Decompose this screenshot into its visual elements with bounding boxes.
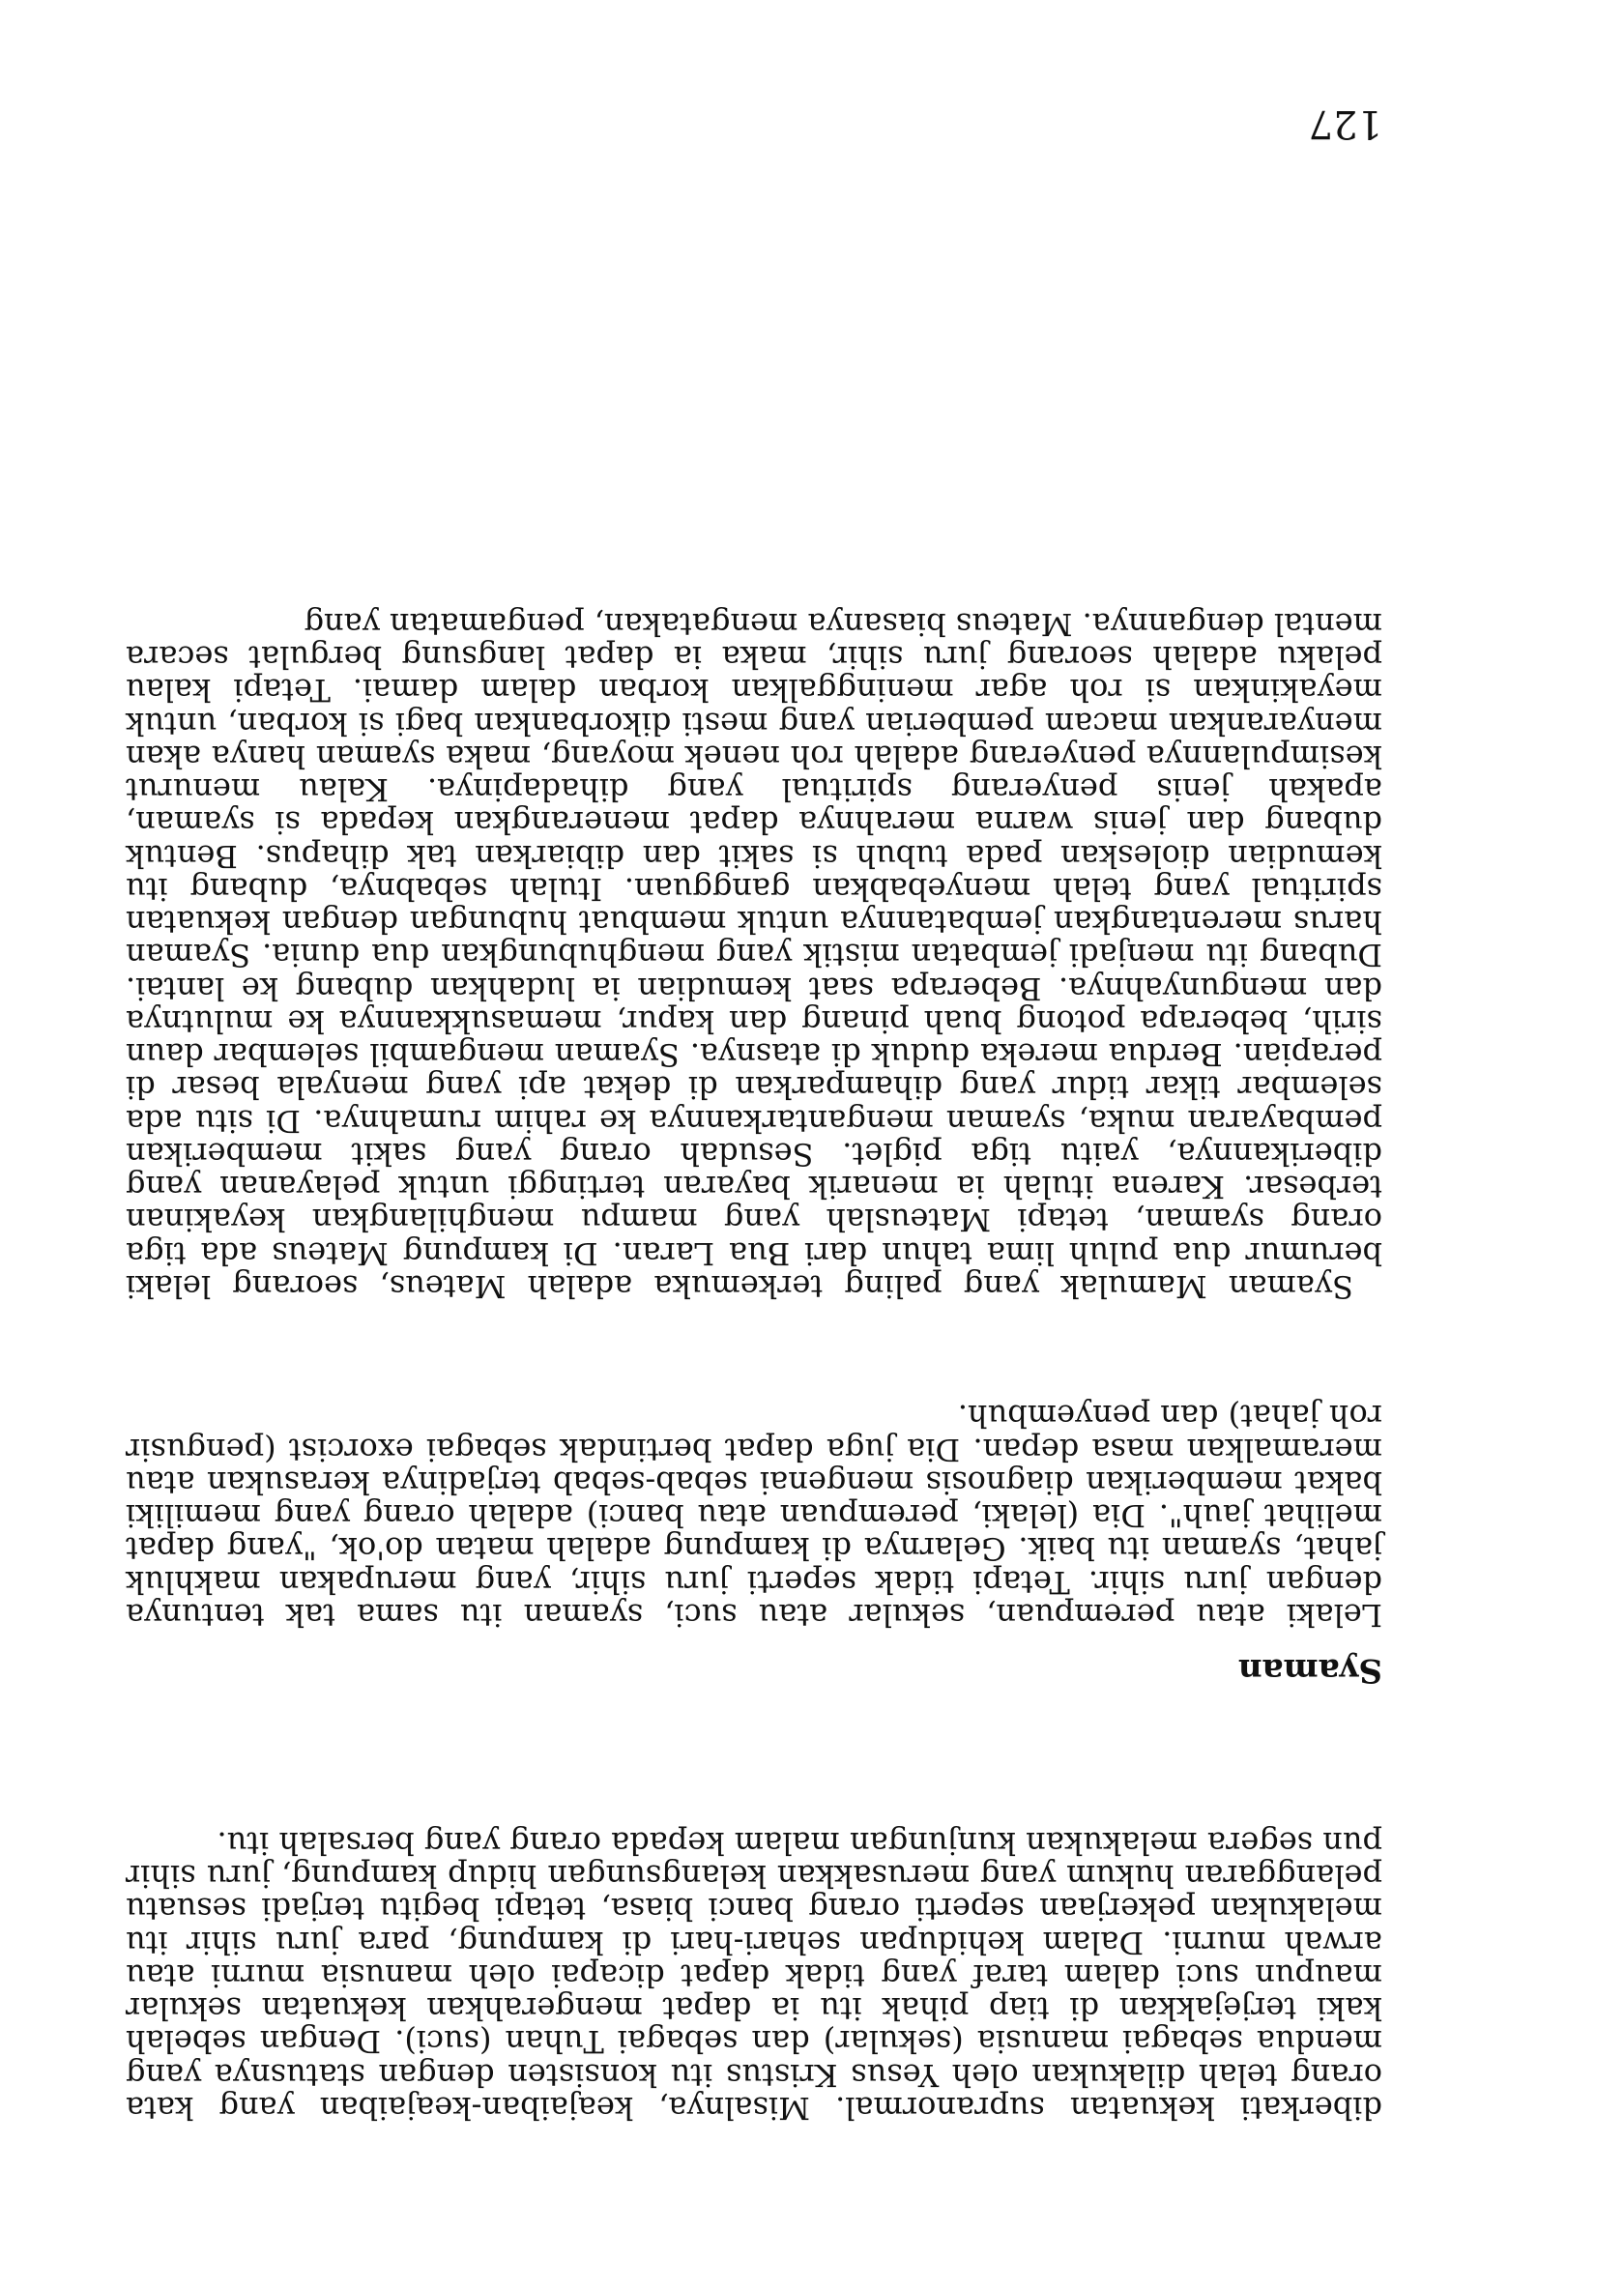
paragraph-mateus [126,608,1382,1303]
paragraph-text: diberkati kekuatan supranormal. Misalnya, keajaiban-keajaiban yang kata orang telah dilakukan oleh Yesus Kristus itu konsisten dengan statusnya yang mendua sebagai manusia (sekular) dan sebagai Tuhan (suci). Dengan sebelah kaki terjejakkan di tiap pihak itu ia dapat mengerahkan kekuatan sekular maupun suci dalam taraf yang tidak dapat dicapai oleh manusia murni atau arwah murni. Dalam kehidupan sehari-hari di kampung, para juru sihir itu melakukan pekerjaan seperti orang banci biasa, tetapi begitu terjadi sesuatu pelanggaran hukum yang merusakkan kelangsungan hidup kampung, juru sihir pun segera melakukan kunjungan malam kepada orang yang bersalah itu. [126,1825,1382,2127]
section-heading: Syaman [1237,1651,1382,1690]
paragraph-text: Syaman Mamulak yang paling terkemuka adalah Mateus, seorang lelaki berumur dua puluh lima tahun dari Bua Laran. Di kampung Mateus ada tiga orang syaman, tetapi Mateuslah yang mampu menghilangkan keyakinan terbesar. Karena itulah ia menarik bayaran tertinggi untuk pelayanan yang diberikannya, yaitu tiga piglet. Sesudah orang yang sakit memberikan pembayaran muka, syaman mengantarkannya ke rahim rumahnya. Di situ ada selembar tikar tidur yang dihamparkan di dekat api yang menyala besar di perapian. Berdua mereka duduk di atasnya. Syaman mengambil selembar daun sirih, beberapa potong buah pinang dan kapur, memasukkannya ke mulutnya dan mengunyahnya. Beberapa saat kemudian ia ludahkan dubang ke lantai. Dubang itu menjadi jembatan mistik yang menghubungkan dua dunia. Syaman harus merentangkan jembatannya untuk membuat hubungan dengan kekuatan spiritual yang telah menyebabkan gangguan. Itulah sebabnya, dubang itu kemudian dioleskan pada tubuh si sakit dan dibiarkan tak dihapus. Bentuk dubang dan jenis warna merahnya dapat menerangkan kepada si syaman, apakah jenis penyerang spiritual yang dihadapinya. Kalau menurut kesimpulannya penyerang adalah roh nenek moyang, maka syaman hanya akan menyarankan macam pemberian yang mesti dikorbankan bagi si korban, untuk meyakinkan si roh agar meninggalkan korban dalam damai. Tetapi kalau pelaku adalah seorang juru sihir, maka ia dapat langsung bergulat secara mental dengannya. Mateus biasanya mengatakan, pengamatan yang [126,606,1382,1305]
paragraph-opening [126,1827,1382,2125]
paragraph-syaman-intro [126,1400,1382,1632]
page-number: 127 [1308,101,1382,146]
paragraph-text: Lelaki atau perempuan, sekular atau suci, syaman itu sama tak tentunya dengan juru sihir. Tetapi tidak seperti juru sihir, yang merupakan makhluk jahat, syaman itu baik. Gelarnya di kampung adalah matan do'ok, "yang dapat melihat jauh". Dia (lelaki, perempuan atau banci) adalah orang yang memiliki bakat memberikan diagnosis mengenai sebab-sebab terjadinya kerasukan atau meramalkan masa depan. Dia juga dapat bertindak sebagai exorcist (pengusir roh jahat) dan penyembuh. [126,1398,1382,1634]
